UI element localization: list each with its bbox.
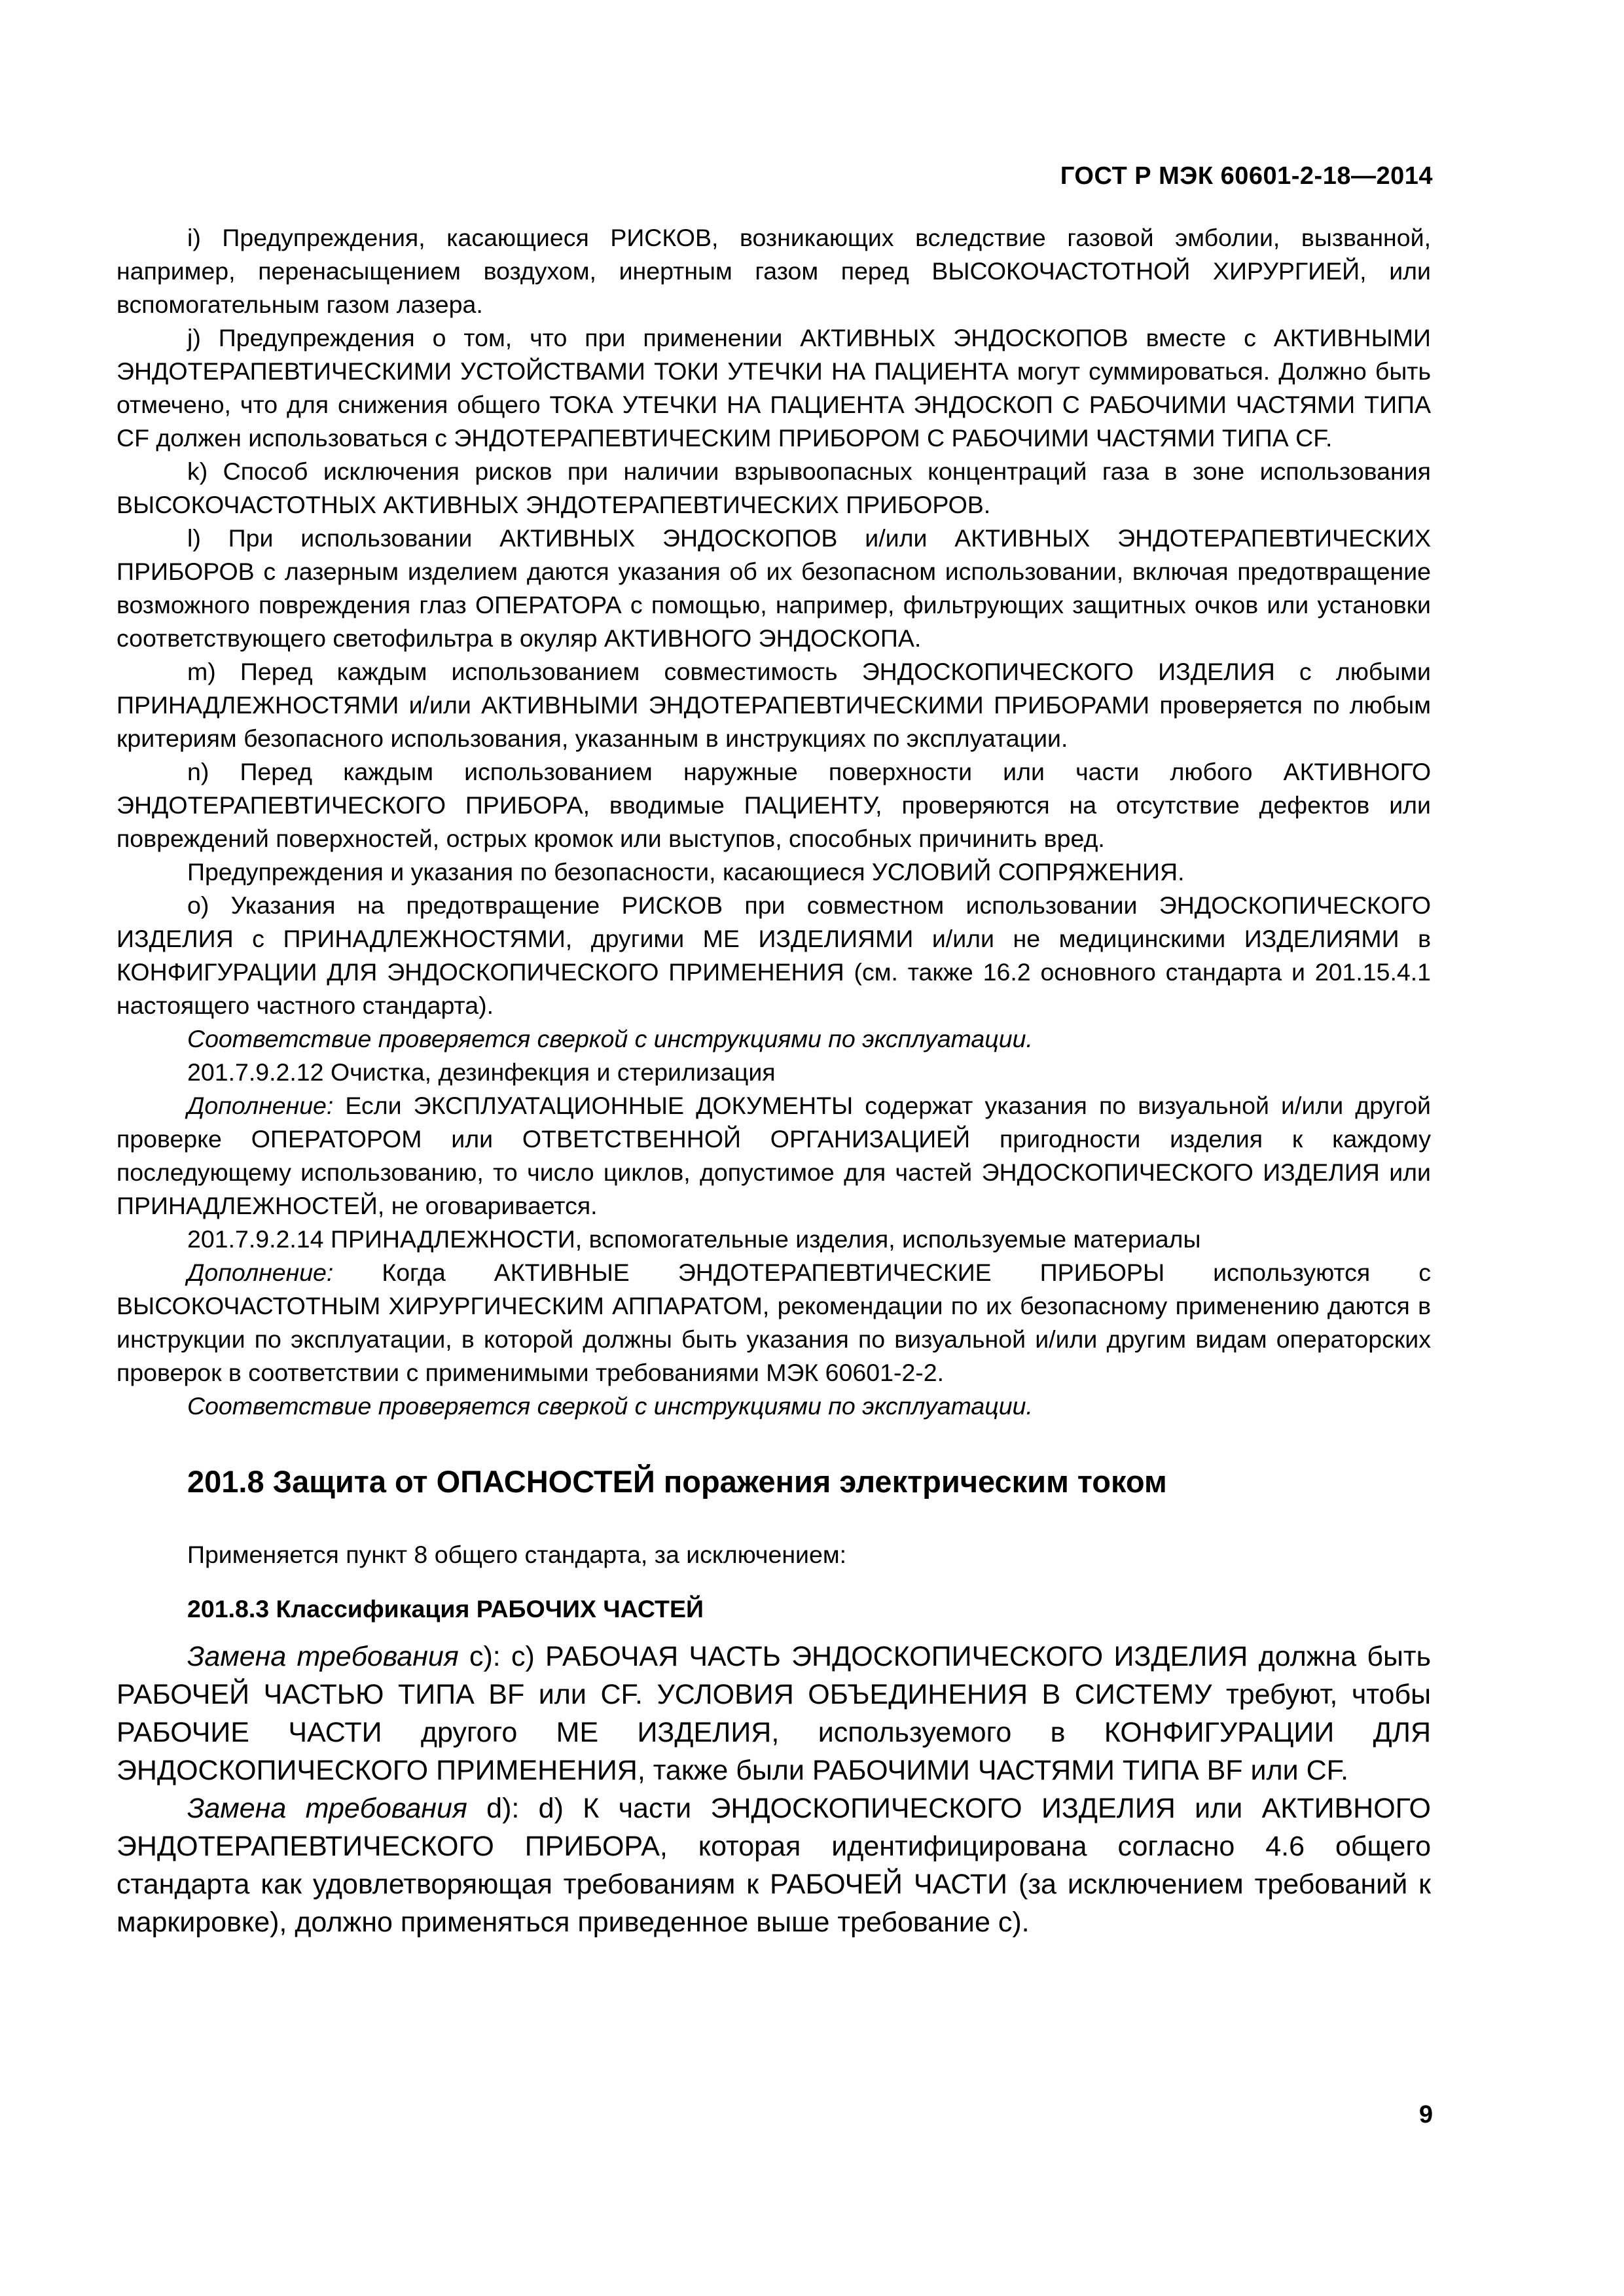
compliance-note-1: Соответствие проверяется сверкой с инструкциями по эксплуатации. <box>187 1025 1033 1052</box>
paragraph-l: l) При использовании АКТИВНЫХ ЭНДОСКОПОВ и/или АКТИВНЫХ ЭНДОТЕРАПЕВТИЧЕСКИХ ПРИБОРОВ с лазерным изделием даются указания об их безопасном использовании, включая предотвращение возможного повреждения глаз ОПЕРАТОРА с помощью, например, фильтрующих защитных очков или установки соответствующего светофильтра в окуляр АКТИВНОГО ЭНДОСКОПА. <box>117 524 1431 652</box>
addition-text-1: Если ЭКСПЛУАТАЦИОННЫЕ ДОКУМЕНТЫ содержат указания по визуальной и/или другой проверке ОПЕРАТОРОМ или ОТВЕТСТВЕННОЙ ОРГАНИЗАЦИЕЙ пригодности изделия к каждому последующему использованию, то число циклов, допустимое для частей ЭНДОСКОПИЧЕСКОГО ИЗДЕЛИЯ или ПРИНАДЛЕЖНОСТЕЙ, не оговаривается. <box>117 1092 1431 1219</box>
body-text <box>117 221 1431 1423</box>
section-title: 201.8 Защита от ОПАСНОСТЕЙ поражения электрическим током <box>187 1464 1167 1499</box>
addition-text-2: Когда АКТИВНЫЕ ЭНДОТЕРАПЕВТИЧЕСКИЕ ПРИБОРЫ используются с ВЫСОКОЧАСТОТНЫМ ХИРУРГИЧЕСКИМ АППАРАТОМ, рекомендации по их безопасному применению даются в инструкции по эксплуатации, в которой должны быть указания по визуальной и/или другим видам операторских проверок в соответствии с применимыми требованиями МЭК 60601-2-2. <box>117 1259 1431 1386</box>
paragraph-i: i) Предупреждения, касающиеся РИСКОВ, возникающих вследствие газовой эмболии, вызванной, например, перенасыщением воздухом, инертным газом перед ВЫСОКОЧАСТОТНОЙ ХИРУРГИЕЙ, или вспомогательным газом лазера. <box>117 224 1431 318</box>
clause-201-7-9-2-12: 201.7.9.2.12 Очистка, дезинфекция и стерилизация <box>187 1058 776 1086</box>
paragraph-k: k) Способ исключения рисков при наличии взрывоопасных концентраций газа в зоне использования ВЫСОКОЧАСТОТНЫХ АКТИВНЫХ ЭНДОТЕРАПЕВТИЧЕСКИХ ПРИБОРОВ. <box>117 457 1431 518</box>
compliance-note-2: Соответствие проверяется сверкой с инструкциями по эксплуатации. <box>187 1392 1033 1420</box>
paragraph-m: m) Перед каждым использованием совместимость ЭНДОСКОПИЧЕСКОГО ИЗДЕЛИЯ с любыми ПРИНАДЛЕЖНОСТЯМИ и/или АКТИВНЫМИ ЭНДОТЕРАПЕВТИЧЕСКИМИ ПРИБОРАМИ проверяется по любым критериям безопасного использования, указанным в инструкциях по эксплуатации. <box>117 658 1431 752</box>
requirement-c-label: Замена требования <box>187 1641 459 1672</box>
paragraph-o: o) Указания на предотвращение РИСКОВ при совместном использовании ЭНДОСКОПИЧЕСКОГО ИЗДЕЛИЯ с ПРИНАДЛЕЖНОСТЯМИ, другими МЕ ИЗДЕЛИЯМИ и/или не медицинскими ИЗДЕЛИЯМИ в КОНФИГУРАЦИИ ДЛЯ ЭНДОСКОПИЧЕСКОГО ПРИМЕНЕНИЯ (см. также 16.2 основного стандарта и 201.15.4.1 настоящего частного стандарта). <box>117 891 1431 1019</box>
requirement-d <box>117 1789 1431 1941</box>
subsection-title: 201.8.3 Классификация РАБОЧИХ ЧАСТЕЙ <box>187 1595 704 1623</box>
addition-label-2: Дополнение: <box>187 1259 334 1286</box>
requirement-d-text: d): d) К части ЭНДОСКОПИЧЕСКОГО ИЗДЕЛИЯ или АКТИВНОГО ЭНДОТЕРАПЕВТИЧЕСКОГО ПРИБОРА, которая идентифицирована согласно 4.6 общего стандарта как удовлетворяющая требованиям к РАБОЧЕЙ ЧАСТИ (за исключением требований к маркировке), должно применяться приведенное выше требование с). <box>117 1793 1431 1938</box>
replacement-requirements <box>117 1638 1431 1941</box>
paragraph-warnings: Предупреждения и указания по безопасности, касающиеся УСЛОВИЙ СОПРЯЖЕНИЯ. <box>187 858 1185 886</box>
requirement-d-label: Замена требования <box>187 1793 467 1824</box>
document-header: ГОСТ Р МЭК 60601-2-18—2014 <box>1060 162 1433 190</box>
addition-label-1: Дополнение: <box>187 1092 334 1119</box>
requirement-c-text: с): с) РАБОЧАЯ ЧАСТЬ ЭНДОСКОПИЧЕСКОГО ИЗДЕЛИЯ должна быть РАБОЧЕЙ ЧАСТЬЮ ТИПА BF или CF. УСЛОВИЯ ОБЪЕДИНЕНИЯ В СИСТЕМУ требуют, чтобы РАБОЧИЕ ЧАСТИ другого МЕ ИЗДЕЛИЯ, используемого в КОНФИГУРАЦИИ ДЛЯ ЭНДОСКОПИЧЕСКОГО ПРИМЕНЕНИЯ, также были РАБОЧИМИ ЧАСТЯМИ ТИПА BF или CF. <box>117 1641 1432 1786</box>
section-intro: Применяется пункт 8 общего стандарта, за исключением: <box>187 1541 847 1568</box>
clause-201-7-9-2-14: 201.7.9.2.14 ПРИНАДЛЕЖНОСТИ, вспомогательные изделия, используемые материалы <box>187 1225 1201 1253</box>
section-body <box>117 1538 1431 1648</box>
addition-paragraph-1 <box>117 1089 1431 1223</box>
requirement-c <box>117 1638 1431 1789</box>
paragraph-j: j) Предупреждения о том, что при применении АКТИВНЫХ ЭНДОСКОПОВ вместе с АКТИВНЫМИ ЭНДОТЕРАПЕВТИЧЕСКИМИ УСТОЙСТВАМИ ТОКИ УТЕЧКИ НА ПАЦИЕНТА могут суммироваться. Должно быть отмечено, что для снижения общего ТОКА УТЕЧКИ НА ПАЦИЕНТА ЭНДОСКОП С РАБОЧИМИ ЧАСТЯМИ ТИПА CF должен использоваться с ЭНДОТЕРАПЕВТИЧЕСКИМ ПРИБОРОМ С РАБОЧИМИ ЧАСТЯМИ ТИПА CF. <box>117 324 1431 452</box>
addition-paragraph-2 <box>117 1256 1431 1390</box>
page-number: 9 <box>1418 2101 1433 2128</box>
paragraph-n: n) Перед каждым использованием наружные поверхности или части любого АКТИВНОГО ЭНДОТЕРАПЕВТИЧЕСКОГО ПРИБОРА, вводимые ПАЦИЕНТУ, проверяются на отсутствие дефектов или повреждений поверхностей, острых кромок или выступов, способных причинить вред. <box>117 758 1431 852</box>
